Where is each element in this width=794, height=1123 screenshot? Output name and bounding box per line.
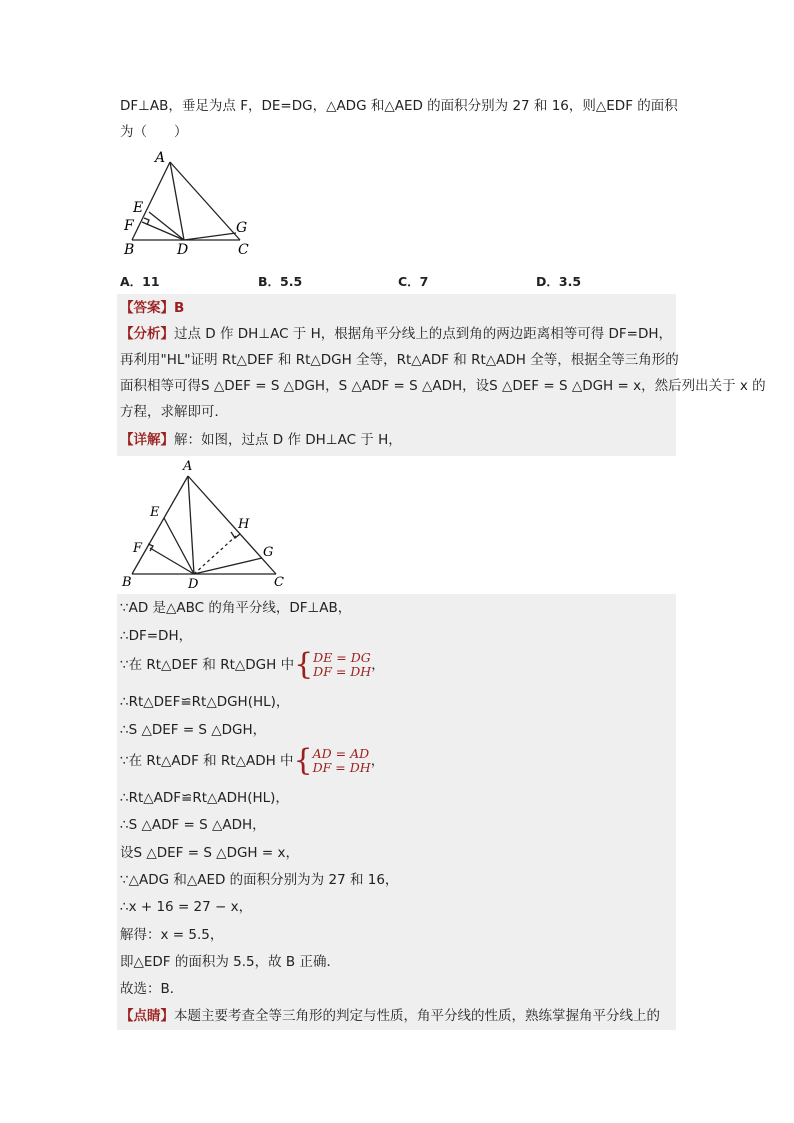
- fig1-label-a: A: [155, 150, 166, 166]
- step-3-eq-1: DE = DG: [313, 650, 371, 665]
- fig1-label-d: D: [177, 242, 189, 258]
- fig2-label-h: H: [238, 517, 250, 532]
- step-13: 即△EDF 的面积为 5.5，故 B 正确．: [120, 954, 340, 970]
- step-6-eq-2: DF = DH: [312, 760, 371, 775]
- fig2-label-d: D: [188, 577, 199, 592]
- step-5: ∴S △DEF = S △DGH，: [120, 722, 267, 738]
- step-7: ∴Rt△ADF≌Rt△ADH(HL)，: [120, 790, 289, 806]
- analysis-line-4: 方程，求解即可．: [120, 404, 228, 420]
- fig1-label-b: B: [124, 242, 135, 258]
- fig1-label-c: C: [238, 242, 249, 258]
- fig2-label-c: C: [274, 575, 284, 590]
- step-6-comma: ，: [370, 753, 385, 769]
- answer-line: [120, 298, 184, 318]
- step-4: ∴Rt△DEF≌Rt△DGH(HL)，: [120, 694, 290, 710]
- step-10: ∵△ADG 和△AED 的面积分别为为 27 和 16，: [120, 872, 399, 888]
- fig2-label-e: E: [150, 505, 160, 520]
- step-3-text: ∵在 Rt△DEF 和 Rt△DGH 中: [120, 657, 295, 673]
- step-6-text: ∵在 Rt△ADF 和 Rt△ADH 中: [120, 753, 294, 769]
- step-3-eq-2: DF = DH: [313, 664, 372, 679]
- analysis-line-3: 面积相等可得S △DEF = S △DGH，S △ADF = S △ADH，设S △DEF = S △DGH = x，然后列出关于 x 的: [120, 378, 766, 394]
- detail-text-1: 解：如图，过点 D 作 DH⊥AC 于 H，: [174, 432, 402, 448]
- option-b: B．5.5: [258, 274, 303, 289]
- step-14: 故选：B．: [120, 981, 184, 997]
- step-3-comma: ，: [371, 657, 385, 673]
- analysis-line-2: 再利用"HL"证明 Rt△DEF 和 Rt△DGH 全等，Rt△ADF 和 Rt△ADH 全等，根据全等三角形的: [120, 352, 679, 368]
- step-2: ∴DF=DH，: [120, 628, 193, 644]
- comment-line-1: [120, 1006, 660, 1026]
- step-3: [120, 647, 385, 682]
- analysis-line-1: [120, 324, 672, 344]
- step-9: 设S △DEF = S △DGH = x，: [120, 845, 299, 861]
- answer-tag: 【答案】: [120, 300, 174, 316]
- option-c: C．7: [398, 274, 429, 289]
- fig2-label-a: A: [183, 459, 193, 474]
- question-line-2: 为（ ）: [120, 124, 188, 140]
- step-6: [120, 743, 385, 778]
- analysis-text-1: 过点 D 作 DH⊥AC 于 H，根据角平分线上的点到角的两边距离相等可得 DF=DH，: [174, 326, 673, 342]
- triangle-figure-2: [120, 458, 286, 592]
- step-11: ∴x + 16 = 27 − x，: [120, 899, 253, 915]
- detail-tag: 【详解】: [120, 432, 174, 448]
- comment-text-1: 本题主要考查全等三角形的判定与性质，角平分线的性质，熟练掌握角平分线上的: [174, 1008, 660, 1024]
- question-line-1: DF⊥AB，垂足为点 F，DE=DG，△ADG 和△AED 的面积分别为 27 和 16，则△EDF 的面积: [120, 98, 678, 114]
- step-6-brace: {: [293, 743, 313, 778]
- option-a: A．11: [120, 274, 160, 289]
- triangle-figure-1: [118, 148, 258, 260]
- step-3-brace: {: [294, 647, 314, 682]
- answer-value: B: [174, 300, 185, 316]
- fig2-label-g: G: [263, 545, 274, 560]
- fig1-label-g: G: [236, 220, 248, 236]
- fig2-label-b: B: [122, 575, 132, 590]
- fig1-label-f: F: [124, 218, 134, 234]
- fig2-label-f: F: [133, 541, 143, 556]
- analysis-tag: 【分析】: [120, 326, 174, 342]
- option-d: D．3.5: [536, 274, 582, 289]
- fig1-label-e: E: [133, 200, 144, 216]
- detail-line-1: [120, 430, 402, 450]
- comment-tag: 【点睛】: [120, 1008, 174, 1024]
- step-12: 解得：x = 5.5，: [120, 927, 224, 943]
- step-6-eq-1: AD = AD: [312, 746, 370, 761]
- step-8: ∴S △ADF = S △ADH，: [120, 817, 266, 833]
- step-1: ∵AD 是△ABC 的角平分线，DF⊥AB，: [120, 600, 352, 616]
